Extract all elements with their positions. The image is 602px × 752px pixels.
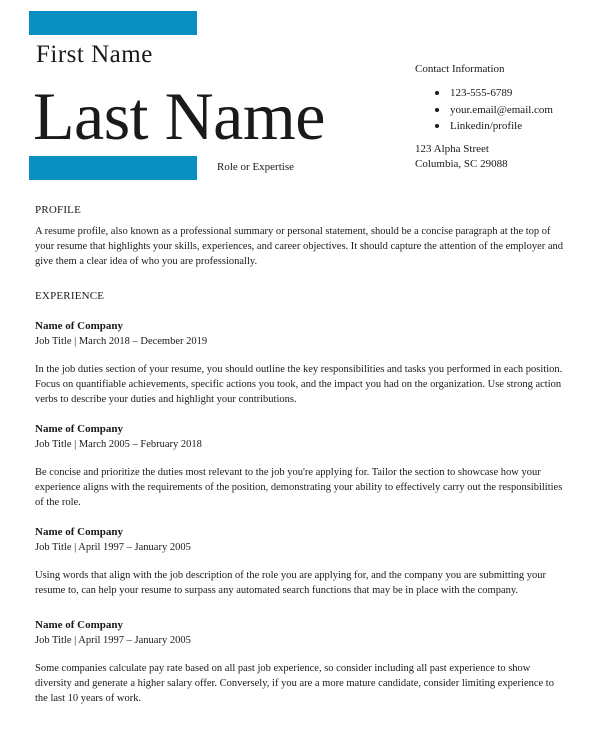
job-description: In the job duties section of your resume, you should outline the key responsibilities and tasks you performed in each position. Focus on quantifiable achievements, specific actions you took, and the impact you had on the organization. Use strong action verbs to describe your duties and highlight your contributions. [35,364,563,405]
experience-heading: EXPERIENCE [35,290,105,302]
profile-text: A resume profile, also known as a professional summary or personal statement, should be a concise paragraph at the top of your resume that highlights your skills, experiences, and career objectives. It should capture the attention of the employer and give them a clear idea of who you are professionally. [35,226,564,267]
company-name: Name of Company [35,619,123,631]
contact-heading: Contact Information [415,63,505,75]
address [415,142,553,172]
contact-block [415,63,553,172]
job-entry [35,319,565,407]
job-title-dates: Job Title | April 1997 – January 2005 [35,542,191,553]
contact-phone: 123-555-6789 [435,85,553,102]
role-text: Role or Expertise [217,161,294,173]
contact-linkedin: Linkedin/profile [435,118,553,135]
address-line-1: 123 Alpha Street [415,142,489,155]
accent-bar-bottom [29,156,197,180]
resume-body [35,203,565,706]
job-entry [35,422,565,510]
job-title-dates: Job Title | March 2018 – December 2019 [35,336,208,347]
last-name: Last Name [33,78,325,154]
contact-email: your.email@email.com [435,102,553,119]
job-title-dates: Job Title | April 1997 – January 2005 [35,635,191,646]
contact-list [415,85,553,135]
accent-bar-top [29,11,197,35]
company-name: Name of Company [35,526,123,538]
first-name: First Name [36,41,153,68]
job-description: Some companies calculate pay rate based on all past job experience, so consider including all past experience to show diversity and generate a higher salary offer. Conversely, if you are a more mature candidate, consider limiting experience to the last 10 years of work. [35,663,554,704]
job-title-dates: Job Title | March 2005 – February 2018 [35,439,202,450]
job-entry [35,525,565,598]
job-entry [35,618,565,706]
job-description: Be concise and prioritize the duties most relevant to the job you're applying for. Tailor the section to showcase how your experience aligns with the requirements of the position, demonstrating your ability to effectively carry out the responsibilities of the role. [35,467,563,508]
profile-heading: PROFILE [35,204,82,216]
address-line-2: Columbia, SC 29088 [415,157,508,170]
job-description: Using words that align with the job description of the role you are applying for, and the company you are submitting your resume to, can help your resume to surpass any automated search functions that may be in place with the company. [35,570,547,596]
company-name: Name of Company [35,320,123,332]
company-name: Name of Company [35,423,123,435]
